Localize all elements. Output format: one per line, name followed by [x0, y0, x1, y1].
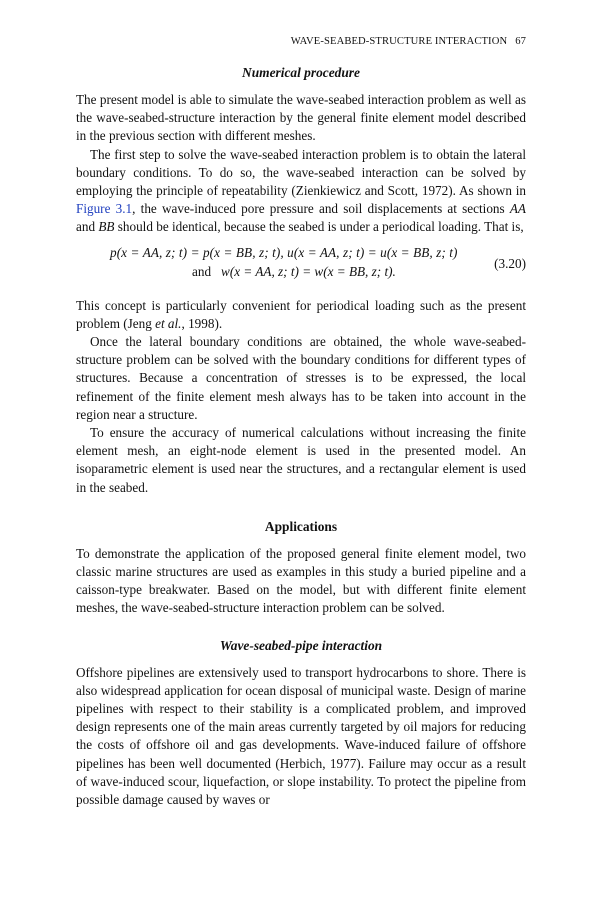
paragraph-accuracy: To ensure the accuracy of numerical calculations without increasing the finite element mesh, an eight-node element is used in the presented model. An isoparametric element is used near the structures, and a rectangular element is used in the seabed. [76, 425, 526, 495]
paragraph-offshore-pipelines: Offshore pipelines are extensively used to transport hydrocarbons to shore. There is also widespread application for ocean disposal of municipal waste. Design of marine pipelines with respect to their stability is a complicated problem, and improved design represents one of the main areas currently targeted by oil majors for reducing the costs of offshore oil and gas developments. Wave-induced failure of offshore pipelines has been well documented (Herbich, 1977). Failure may occur as a result of wave-induced scour, liquefaction, or slope instability. To protect the pipeline from possible damage caused by waves or [76, 664, 526, 808]
text-segment: The first step to solve the wave-seabed interaction problem is to obtain the lateral boundary conditions. To do so, the wave-seabed interaction can be solved by employing the principle of repeatability (Zienkiewicz and Scott, 1972). As shown in [76, 146, 526, 199]
equation-line-1: p(x = AA, z; t) = p(x = BB, z; t), u(x = AA, z; t) = u(x = BB, z; t) [110, 244, 458, 260]
heading-wave-seabed-pipe: Wave-seabed-pipe interaction [219, 637, 383, 653]
text-segment: and [76, 219, 99, 235]
page-number: 67 [515, 36, 526, 47]
paragraph-concept [76, 297, 526, 333]
equation-number: (3.20) [494, 255, 526, 271]
paragraph-lateral-boundary: Once the lateral boundary conditions are obtained, the whole wave-seabed-structure problem can be solved with the boundary conditions for different types of structures. Because a concentration of stresses is to be expressed, the local refinement of the finite element mesh always has to be taken into account in the region near a structure. [76, 334, 526, 422]
paragraph-boundary-conditions [76, 146, 526, 237]
heading-numerical-procedure: Numerical procedure [242, 65, 360, 80]
equation-w-expression: w(x = AA, z; t) = w(x = BB, z; t). [221, 263, 396, 279]
section-bb: BB [98, 219, 115, 235]
text-segment: , 1998). [181, 315, 223, 331]
heading-applications: Applications [264, 518, 338, 534]
text-segment: This concept is particularly convenient for periodical loading such as the present problem (Jeng [76, 297, 526, 331]
paragraph-applications: To demonstrate the application of the proposed general finite element model, two classic marine structures are used as examples in this study a buried pipeline and a caisson-type breakwater. Based on the model, but with different finite element meshes, the wave-seabed-structure interaction problem can be solved. [76, 545, 526, 616]
text-segment: should be identical, because the seabed is under a periodical loading. That is, [114, 219, 524, 235]
et-al: et al. [155, 315, 182, 331]
page-body [76, 34, 526, 809]
equation-line-2 [192, 264, 396, 280]
text-segment: , the wave-induced pore pressure and soil displacements at sections [132, 201, 510, 217]
section-aa: AA [509, 201, 526, 217]
running-head [76, 34, 526, 50]
equation-and: and [192, 263, 212, 279]
running-head-title: WAVE-SEABED-STRUCTURE INTERACTION [290, 36, 508, 47]
paragraph-model-intro: The present model is able to simulate the wave-seabed interaction problem as well as the wave-seabed-structure interaction by the general finite element model described in the previous section with different meshes. [76, 92, 526, 144]
equation-3-20 [76, 245, 526, 289]
figure-link[interactable]: Figure 3.1 [76, 201, 133, 217]
